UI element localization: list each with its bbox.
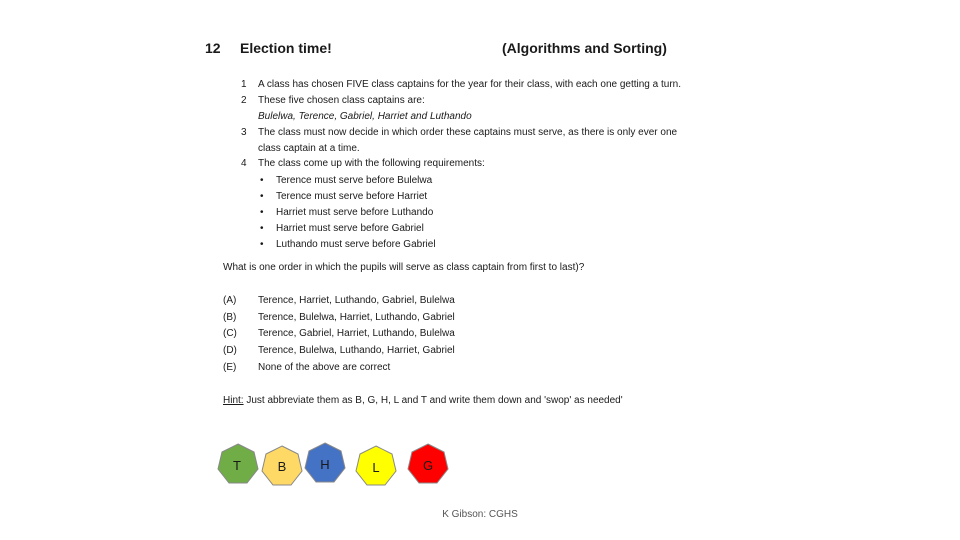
token-b — [262, 446, 302, 485]
token-t — [218, 444, 258, 483]
token-g — [408, 444, 448, 483]
question-prompt: What is one order in which the pupils will serve as class captain from first to last)? — [223, 262, 585, 273]
token-letter: T — [233, 458, 241, 473]
question-title: Election time! — [240, 40, 332, 56]
footer-credit: K Gibson: CGHS — [442, 509, 518, 520]
bullet-icon: • — [260, 191, 264, 202]
bullet-icon: • — [260, 223, 264, 234]
bullet-icon: • — [260, 207, 264, 218]
token-h — [305, 443, 345, 482]
hint-label: Hint: — [223, 395, 244, 406]
hint-text: Just abbreviate them as B, G, H, L and T and write them down and 'swop' as needed' — [243, 395, 623, 406]
bullet-icon: • — [260, 239, 264, 250]
bullet-icon: • — [260, 175, 264, 186]
token-letter: B — [277, 459, 287, 474]
token-letter: G — [422, 458, 434, 473]
question-topic: (Algorithms and Sorting) — [502, 40, 667, 56]
token-letter: H — [320, 457, 330, 472]
token-letter: L — [372, 460, 380, 475]
token-l — [356, 446, 396, 485]
question-number: 12 — [205, 40, 221, 56]
